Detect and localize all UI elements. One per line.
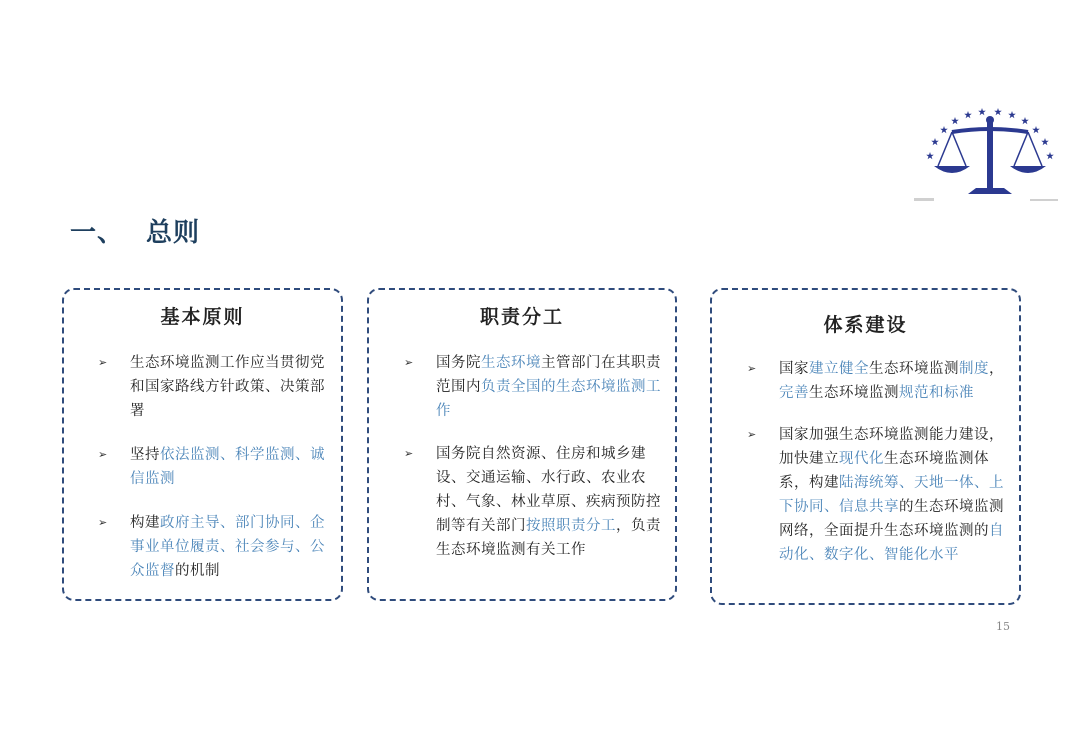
star-icon [940,126,948,133]
bullet-text-highlight: 现代化 [839,451,884,467]
bullet-text-highlight: 负责全国的生态环境监测工作 [436,379,661,419]
justice-scale-logo [914,96,1066,208]
card-heading: 职责分工 [479,306,564,328]
card-heading: 体系建设 [823,314,908,336]
bullet-text: 生态环境监测 [869,361,959,377]
star-icon [1041,138,1049,145]
list-item [98,511,327,583]
bullet-text: 生态环境监测体系，构建 [779,451,989,491]
bullet-text-highlight: 生态环境 [481,355,541,371]
star-icon [1046,152,1054,159]
bullet-text-highlight: 政府主导、部门协同、企事业单位履责、社会参与、公众监督 [130,515,325,579]
bullet-text: 构建 [130,515,160,531]
card-responsibilities [367,288,677,601]
star-icon [1021,117,1029,124]
list-item [98,351,327,423]
bullet-list [712,357,1019,567]
bullet-text: 国家 [779,361,809,377]
bullet-text-highlight: 自动化、数字化、智能化水平 [779,523,1004,563]
star-icon [978,108,986,115]
bullet-text-highlight: 按照职责分工 [526,518,616,534]
bullet-text-highlight: 陆海统筹、天地一体、上下协同、信息共享 [779,475,1004,515]
star-icon [964,111,972,118]
arrow-bullet-icon: ➢ [747,362,757,375]
arrow-bullet-icon: ➢ [404,447,414,460]
page-number: 15 [996,620,1010,633]
star-icon [931,138,939,145]
section-title [70,212,200,249]
bullet-text-highlight: 依法监测、科学监测、诚信监测 [130,447,325,487]
card-basic-principles [62,288,343,601]
star-icon [1032,126,1040,133]
star-icon [994,108,1002,115]
bullet-text-highlight: 建立健全 [809,361,869,377]
bullet-text-highlight: 制度 [959,361,989,377]
bullet-text: ， [989,361,1004,377]
section-number: 一、 [70,218,125,248]
star-icon [1008,111,1016,118]
list-item [404,442,661,562]
bullet-text: 生态环境监测 [809,385,899,401]
bullet-text: 生态环境监测工作应当贯彻党和国家路线方针政策、决策部署 [130,355,325,419]
arrow-bullet-icon: ➢ [98,356,108,369]
arrow-bullet-icon: ➢ [404,356,414,369]
star-icon [951,117,959,124]
bullet-list [64,351,341,583]
bullet-text-highlight: 规范和标准 [899,385,974,401]
list-item [747,357,1005,405]
list-item [747,423,1005,567]
section-title-text: 总则 [146,218,201,248]
bullet-text: ，负责生态环境监测有关工作 [436,518,661,558]
arrow-bullet-icon: ➢ [98,448,108,461]
bullet-text-highlight: 完善 [779,385,809,401]
bullet-text: 国务院自然资源、住房和城乡建设、交通运输、水行政、农业农村、气象、林业草原、疾病预防控制等有关部门 [436,446,661,534]
list-item [98,443,327,491]
arrow-bullet-icon: ➢ [747,428,757,441]
bullet-text: 的机制 [175,563,220,579]
bullet-text: 国家加强生态环境监测能力建设，加快建立 [779,427,1004,467]
star-icon [926,152,934,159]
bullet-text: 主管部门在其职责范围内 [436,355,661,395]
bullet-text: 的生态环境监测网络，全面提升生态环境监测的 [779,499,1004,539]
card-heading: 基本原则 [160,306,245,328]
bullet-text: 国务院 [436,355,481,371]
arrow-bullet-icon: ➢ [98,516,108,529]
card-system-building [710,288,1021,605]
list-item [404,351,661,423]
bullet-text: 坚持 [130,447,160,463]
bullet-list [369,351,675,562]
